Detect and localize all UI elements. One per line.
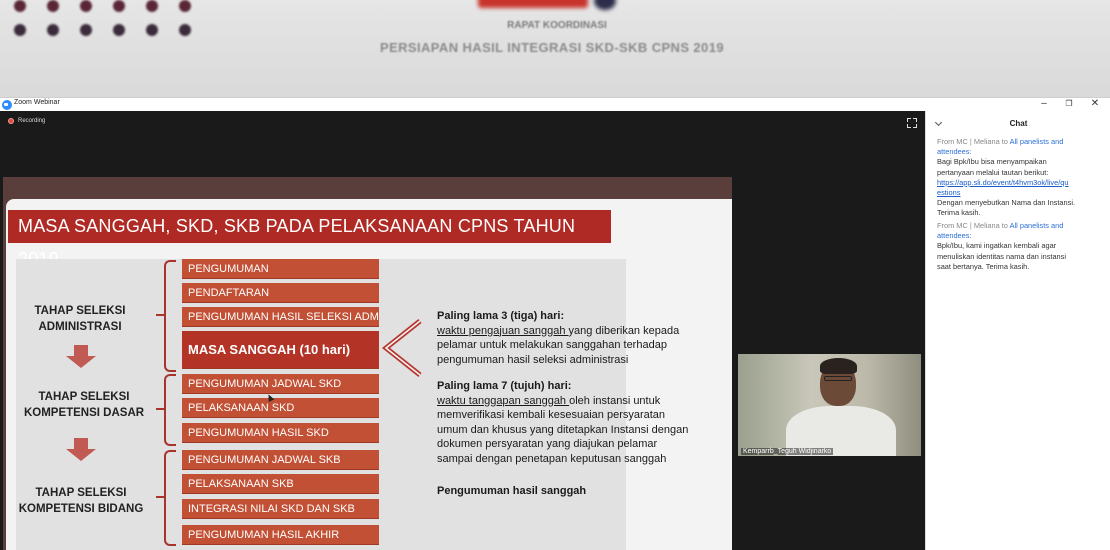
- chat-from: From MC | Meliana to: [937, 221, 1010, 230]
- recording-label: Recording: [18, 118, 46, 124]
- step-jadwal-skb: PENGUMUMAN JADWAL SKB: [182, 450, 379, 470]
- stage-kompetensi-dasar: TAHAP SELEKSI KOMPETENSI DASAR: [23, 391, 145, 419]
- note2-underline: waktu tanggapan sanggah: [437, 394, 570, 407]
- recording-indicator[interactable]: [8, 118, 45, 124]
- note2-heading: Paling lama 7 (tujuh) hari:: [437, 380, 572, 392]
- step-pelaksanaan-skb: PELAKSANAAN SKB: [182, 474, 379, 494]
- recording-dot-icon: [8, 118, 14, 124]
- chat-from: From MC | Meliana to: [937, 137, 1010, 146]
- chat-to[interactable]: All panelists and attendees:: [937, 221, 1064, 241]
- note2-line2: memverifikasi kembali kesesuaian persyaratan: [437, 409, 666, 422]
- background-banner: [0, 0, 1110, 97]
- maximize-button[interactable]: ❐: [1065, 99, 1073, 108]
- step-masa-sanggah: MASA SANGGAH (10 hari): [182, 331, 379, 369]
- chat-line: pertanyaan melalui tautan berikut:: [937, 167, 1049, 177]
- banner-line2: PERSIAPAN HASIL INTEGRASI SKD-SKB CPNS 2019: [380, 40, 724, 55]
- banner-line1: RAPAT KOORDINASI: [507, 20, 607, 31]
- note2-line4: dokumen persyaratan yang diajukan pelamar: [437, 438, 658, 451]
- window-titlebar: [0, 97, 1110, 111]
- panelist-video[interactable]: [738, 354, 921, 456]
- chat-line: Bagi Bpk/Ibu bisa menyampaikan: [937, 157, 1047, 167]
- step-pendaftaran: PENDAFTARAN: [182, 283, 379, 303]
- chat-line: saat bertanya. Terima kasih.: [937, 261, 1030, 271]
- step-hasil-skd: PENGUMUMAN HASIL SKD: [182, 423, 379, 443]
- note1-heading: Paling lama 3 (tiga) hari:: [437, 310, 565, 322]
- chat-title: Chat: [1009, 119, 1028, 128]
- chat-line: Terima kasih.: [937, 208, 981, 218]
- minimize-button[interactable]: –: [1041, 98, 1047, 109]
- note-hasil-sanggah: Pengumuman hasil sanggah: [437, 485, 587, 497]
- zoom-app-icon: [2, 100, 12, 110]
- step-pelaksanaan-skd: PELAKSANAAN SKD: [182, 398, 379, 418]
- note1-rest: yang diberikan kepada: [568, 324, 680, 337]
- chat-link[interactable]: https://app.sli.do/event/t4hvm3ok/live/qu: [937, 177, 1069, 187]
- down-arrow-icon: [66, 438, 96, 462]
- panelist-name: Kemparrb_Teguh Widjinarko: [743, 448, 832, 455]
- chevron-left-icon: [380, 317, 424, 379]
- note1-line2: pelamar untuk melakukan sanggahan terhadap: [437, 339, 667, 352]
- step-pengumuman: PENGUMUMAN: [182, 259, 379, 279]
- chat-to[interactable]: All panelists and attendees:: [937, 137, 1064, 157]
- note1-underline: waktu pengajuan sanggah: [437, 324, 569, 337]
- fullscreen-icon[interactable]: [907, 118, 917, 128]
- chat-line: Dengan menyebutkan Nama dan Instansi.: [937, 198, 1076, 208]
- chat-message: [937, 221, 1097, 272]
- bracket-skb: [164, 450, 176, 546]
- note2-rest: oleh instansi untuk: [569, 394, 661, 407]
- chat-line: Bpk/Ibu, kami ingatkan kembali agar: [937, 241, 1057, 251]
- slide-title: MASA SANGGAH, SKD, SKB PADA PELAKSANAAN CPNS TAHUN: [8, 210, 611, 243]
- note-pengajuan-sanggah: [437, 309, 679, 367]
- note-tanggapan-sanggah: [437, 379, 688, 467]
- bracket-skd: [164, 374, 176, 446]
- chat-panel: [925, 111, 1110, 550]
- step-integrasi-nilai: INTEGRASI NILAI SKD DAN SKB: [182, 499, 379, 519]
- step-hasil-seleksi-adm: PENGUMUMAN HASIL SELEKSI ADM: [182, 307, 379, 327]
- chat-link[interactable]: estions: [937, 188, 961, 198]
- note2-line3: umum dan khusus yang ditetapkan Instansi dengan: [437, 423, 689, 436]
- banner-logo: [478, 0, 638, 12]
- chat-line: menuliskan identitas nama dan instansi: [937, 251, 1067, 261]
- step-jadwal-skd: PENGUMUMAN JADWAL SKD: [182, 374, 379, 394]
- bracket-administrasi: [164, 260, 176, 372]
- note1-line3: pengumuman hasil seleksi administrasi: [437, 353, 629, 366]
- stage-kompetensi-bidang: TAHAP SELEKSI KOMPETENSI BIDANG: [18, 487, 144, 515]
- step-hasil-akhir: PENGUMUMAN HASIL AKHIR: [182, 525, 379, 545]
- stage-administrasi: TAHAP SELEKSI ADMINISTRASI: [34, 305, 126, 333]
- note2-line5: sampai dengan penetapan keputusan sanggah: [437, 452, 667, 465]
- down-arrow-icon: [66, 345, 96, 369]
- window-title: Zoom Webinar: [14, 99, 60, 106]
- close-button[interactable]: ✕: [1090, 98, 1100, 109]
- chat-message: [937, 137, 1097, 219]
